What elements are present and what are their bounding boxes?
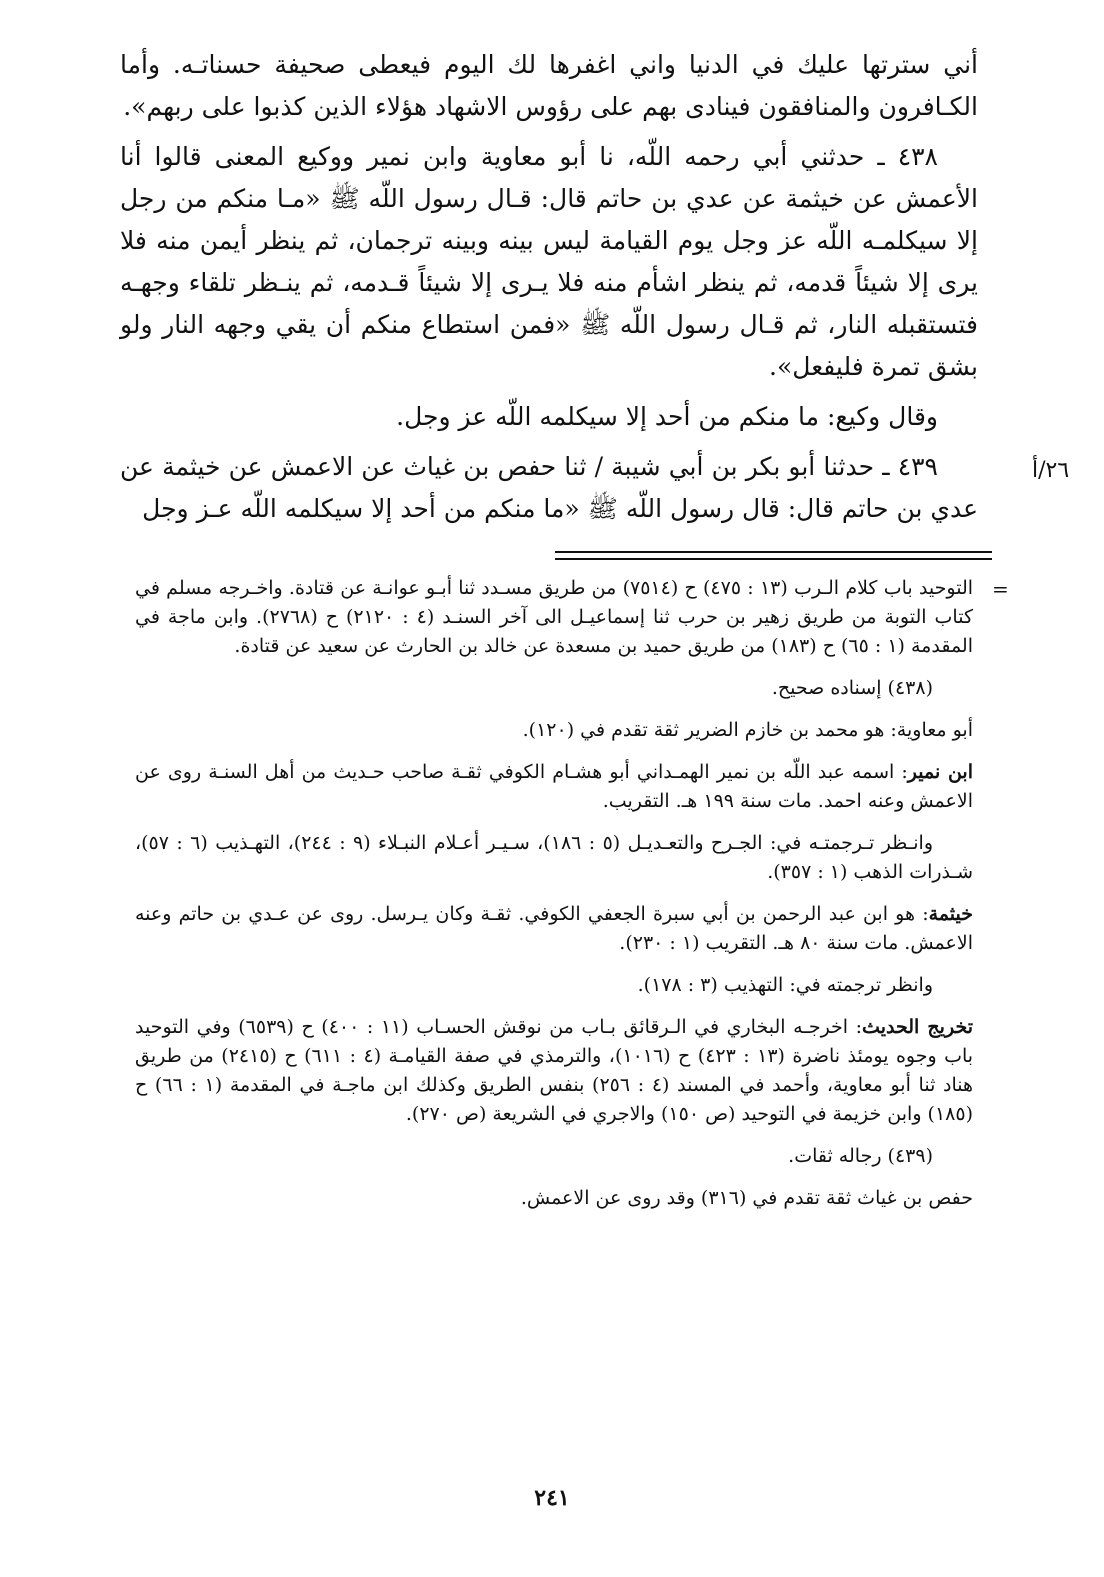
- note-abu-muawiya: أبو معاوية: هو محمد بن خازم الضرير ثقة تقدم في (١٢٠).: [522, 719, 973, 741]
- note-khaythama-biography: وانظر ترجمته في: التهذيب (٣ : ١٧٨).: [637, 974, 933, 996]
- hadith-438: ٤٣٨ ـ حدثني أبي رحمه اللّه، نا أبو معاوية وابن نمير ووكيع المعنى قالوا أنا الأعمش عن خيثمة عن عدي بن حاتم قال: قـال رسول اللّه ﷺ «مـا منكم من رجل إلا سيكلمـه اللّه عز وجل يوم القيامة ليس بينه وبينه ترجمان، ثم ينظر أيمن منه فلا يرى إلا شيئاً قدمه، ثم ينظر اشأم منه فلا يـرى إلا شيئاً قـدمه، ثم ينـظر تلقاء وجهـه فتستقبله النار، ثم قـال رسول اللّه ﷺ «فمن استطاع منكم أن يقي وجهه النار ولو بشق تمرة فليفعل».: [120, 142, 978, 381]
- waki-statement: وقال وكيع: ما منكم من أحد إلا سيكلمه اللّه عز وجل.: [396, 402, 938, 431]
- note-takhrij: [135, 1013, 973, 1129]
- note-ibn-numayr-biography: وانـظر تـرجمتـه في: الجـرح والتعـديـل (٥ : ١٨٦)، سـيـر أعـلام النبـلاء (٩ : ٢٤٤)، التهـذيب (٦ : ٥٧)، شـذرات الذهب (١ : ٣٥٧).: [135, 832, 973, 883]
- note-ibn-numayr: [135, 758, 973, 816]
- note-body: : اسمه عبد اللّه بن نمير الهمـداني أبو هشـام الكوفي ثقـة صاحب حـديث من أهل السنـة روى عن الاعمش وعنه احمد. مات سنة ١٩٩ هـ. التقريب.: [135, 761, 973, 812]
- hadith-continuation: أني سترتها عليك في الدنيا واني اغفرها لك اليوم فيعطى صحيفة حسناتـه. وأما الكـافرون والمنافقون فينادى بهم على رؤوس الاشهاد هؤلاء الذين كذبوا على ربهم».: [120, 50, 978, 121]
- page-number: ٢٤١: [534, 1485, 570, 1511]
- manuscript-folio-note: ٢٦/أ: [1032, 458, 1070, 483]
- note-439-heading: (٤٣٩) رجاله ثقات.: [788, 1145, 933, 1167]
- separator-line: [555, 551, 992, 553]
- footnote-continuation-marker: =: [992, 577, 1009, 601]
- footnotes: [135, 574, 973, 1226]
- note-body: : اخرجـه البخاري في الـرقائق بـاب من نوقش الحسـاب (١١ : ٤٠٠) ح (٦٥٣٩) وفي التوحيد باب وجوه يومئذ ناضرة (١٣ : ٤٢٣) ح (١٠١٦)، والترمذي في صفة القيامـة (٤ : ٦١١) ح (٢٤١٥) من طريق هناد ثنا أبو معاوية، وأحمد في المسند (٤ : ٢٥٦) بنفس الطريق وكذلك ابن ماجـة في المقدمة (١ : ٦٦) ح (١٨٥) وابن خزيمة في التوحيد (ص ١٥٠) والاجري في الشريعة (ص ٢٧٠).: [135, 1016, 974, 1125]
- note-438-heading: (٤٣٨) إسناده صحيح.: [771, 677, 933, 699]
- note-label: تخريج الحديث: [862, 1016, 973, 1038]
- separator-line: [555, 558, 992, 560]
- note-label: ابن نمير: [907, 761, 973, 783]
- note-body: : هو ابن عبد الرحمن بن أبي سبرة الجعفي الكوفي. ثقـة وكان يـرسل. روى عن عـدي بن حاتم وعنه الاعمش. مات سنة ٨٠ هـ. التقريب (١ : ٢٣٠).: [135, 903, 973, 954]
- note-label: خيثمة: [928, 903, 973, 925]
- note-hafs: حفص بن غياث ثقة تقدم في (٣١٦) وقد روى عن الاعمش.: [520, 1187, 973, 1209]
- main-text: [120, 44, 978, 538]
- footnote-takhrij-continuation: التوحيد باب كلام الـرب (١٣ : ٤٧٥) ح (٧٥١٤) من طريق مسـدد ثنا أبـو عوانـة عن قتادة. واخـرجه مسلم في كتاب التوبة من طريق زهير بن حرب ثنا إسماعيـل الى آخر السنـد (٤ : ٢١٢٠) ح (٢٧٦٨). وابن ماجة في المقدمة (١ : ٦٥) ح (١٨٣) من طريق حميد بن مسعدة عن خالد بن الحارث عن سعيد عن قتادة.: [135, 577, 974, 657]
- hadith-439: ٤٣٩ ـ حدثنا أبو بكر بن أبي شيبة / ثنا حفص بن غياث عن الاعمش عن خيثمة عن عدي بن حاتم قال: قال رسول اللّه ﷺ «ما منكم من أحد إلا سيكلمه اللّه عـز وجل: [120, 452, 978, 523]
- note-khaythama: [135, 900, 973, 958]
